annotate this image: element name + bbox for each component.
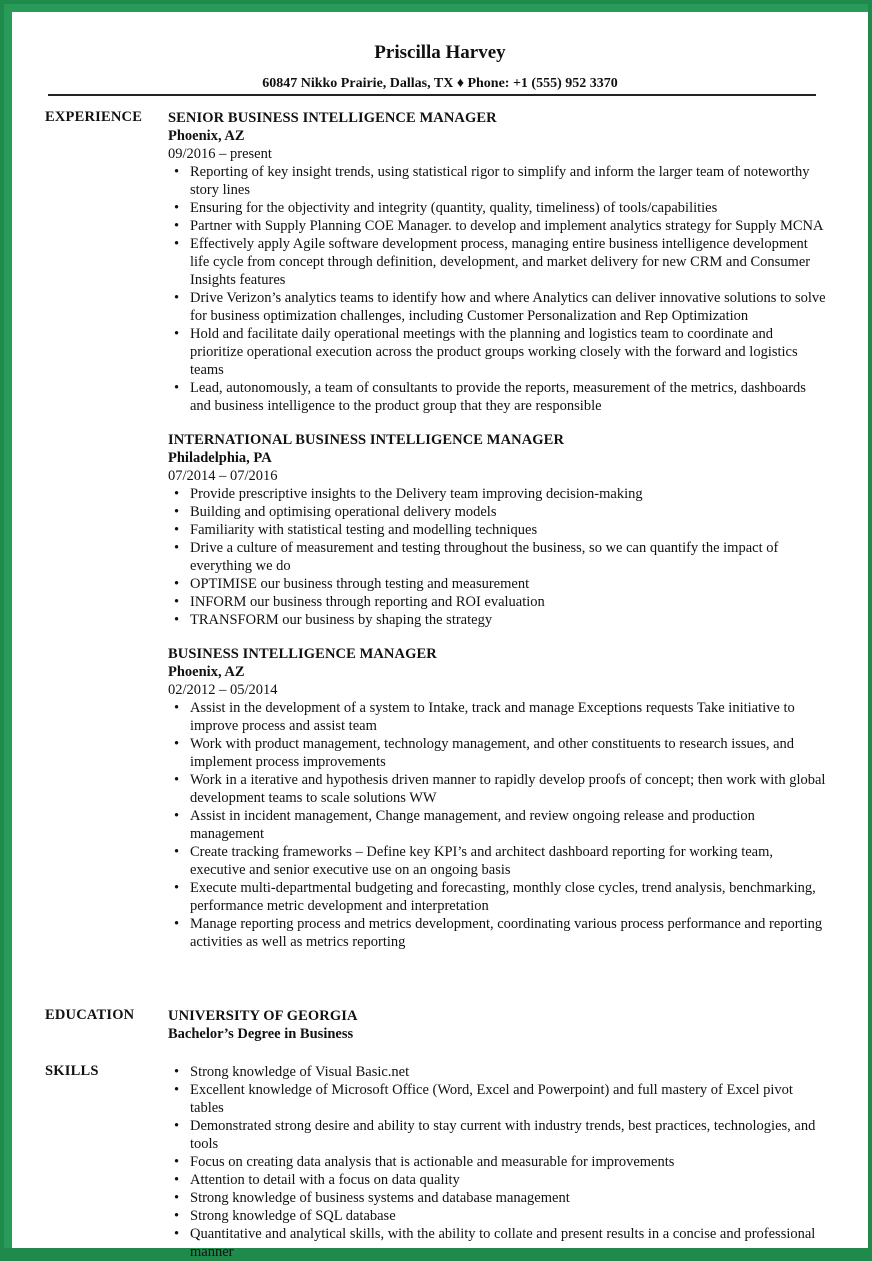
list-item: • Drive Verizon’s analytics teams to identify how and where Analytics can deliver innovative solutions to solve for business optimization challenges, including Customer Personalization and Rep Optimization (190, 289, 828, 325)
list-item: • Familiarity with statistical testing and modelling techniques (190, 521, 828, 539)
job-location: Philadelphia, PA (168, 450, 272, 466)
job-entry (168, 645, 828, 951)
page-frame (4, 4, 868, 1260)
job-dates: 09/2016 – present (168, 146, 272, 162)
list-item: • Reporting of key insight trends, using statistical rigor to simplify and inform the larger team of noteworthy story lines (190, 163, 828, 199)
list-item: • Excellent knowledge of Microsoft Office (Word, Excel and Powerpoint) and full mastery of Excel pivot tables (190, 1081, 828, 1117)
job-title: SENIOR BUSINESS INTELLIGENCE MANAGER (168, 110, 497, 126)
list-item: • Create tracking frameworks – Define key KPI’s and architect dashboard reporting for working team, executive and senior executive use on an ongoing basis (190, 843, 828, 879)
list-item: • Strong knowledge of SQL database (190, 1207, 828, 1225)
list-item: • Attention to detail with a focus on data quality (190, 1171, 828, 1189)
list-item: • Building and optimising operational delivery models (190, 503, 828, 521)
education-label: EDUCATION (45, 1007, 135, 1023)
job-bullets (168, 163, 828, 415)
skills-label: SKILLS (45, 1063, 99, 1079)
list-item: • Drive a culture of measurement and testing throughout the business, so we can quantify the impact of everything we do (190, 539, 828, 575)
skills-list (168, 1063, 828, 1261)
education-section (168, 1007, 828, 1043)
experience-label: EXPERIENCE (45, 109, 143, 125)
job-bullets (168, 699, 828, 951)
list-item: • Partner with Supply Planning COE Manager. to develop and implement analytics strategy for Supply MCNA (190, 217, 828, 235)
contact-line: 60847 Nikko Prairie, Dallas, TX ♦ Phone: +1 (555) 952 3370 (262, 76, 618, 91)
list-item: • Manage reporting process and metrics development, coordinating various process performance and reporting activities as well as metrics reporting (190, 915, 828, 951)
list-item: • OPTIMISE our business through testing and measurement (190, 575, 828, 593)
school-name: UNIVERSITY OF GEORGIA (168, 1008, 358, 1024)
job-location: Phoenix, AZ (168, 128, 245, 144)
list-item: • Quantitative and analytical skills, with the ability to collate and present results in a concise and professional manner (190, 1225, 828, 1261)
list-item: • Lead, autonomously, a team of consultants to provide the reports, measurement of the metrics, dashboards and business intelligence to the product group that they are responsible (190, 379, 828, 415)
list-item: • Assist in incident management, Change management, and review ongoing release and production management (190, 807, 828, 843)
job-title: BUSINESS INTELLIGENCE MANAGER (168, 646, 437, 662)
list-item: • Demonstrated strong desire and ability to stay current with industry trends, best practices, technologies, and tools (190, 1117, 828, 1153)
list-item: • Hold and facilitate daily operational meetings with the planning and logistics team to coordinate and prioritize operational execution across the product groups working closely with the forward and logistics teams (190, 325, 828, 379)
job-title: INTERNATIONAL BUSINESS INTELLIGENCE MANAGER (168, 432, 565, 448)
list-item: • Work in a iterative and hypothesis driven manner to rapidly develop proofs of concept; then work with global development teams to scale solutions WW (190, 771, 828, 807)
list-item: • Execute multi-departmental budgeting and forecasting, monthly close cycles, trend analysis, benchmarking, performance metric development and interpretation (190, 879, 828, 915)
job-entry (168, 431, 828, 629)
job-location: Phoenix, AZ (168, 664, 245, 680)
job-dates: 02/2012 – 05/2014 (168, 682, 278, 698)
job-dates: 07/2014 – 07/2016 (168, 468, 278, 484)
list-item: • Ensuring for the objectivity and integrity (quantity, quality, timeliness) of tools/capabilities (190, 199, 828, 217)
list-item: • Strong knowledge of Visual Basic.net (190, 1063, 828, 1081)
resume-page (12, 12, 868, 1260)
list-item: • Focus on creating data analysis that is actionable and measurable for improvements (190, 1153, 828, 1171)
list-item: • Assist in the development of a system to Intake, track and manage Exceptions requests Take initiative to improve process and assist team (190, 699, 828, 735)
degree: Bachelor’s Degree in Business (168, 1026, 354, 1042)
job-bullets (168, 485, 828, 629)
job-entry (168, 109, 828, 415)
skills-section (168, 1063, 828, 1261)
list-item: • Work with product management, technology management, and other constituents to research issues, and implement process improvements (190, 735, 828, 771)
list-item: • Strong knowledge of business systems and database management (190, 1189, 828, 1207)
header-divider (48, 94, 816, 96)
list-item: • Effectively apply Agile software development process, managing entire business intelligence development life cycle from concept through definition, development, and market delivery for new CRM and Consumer Insights features (190, 235, 828, 289)
candidate-name: Priscilla Harvey (374, 42, 506, 63)
experience-section (168, 109, 828, 967)
list-item: • TRANSFORM our business by shaping the strategy (190, 611, 828, 629)
list-item: • INFORM our business through reporting and ROI evaluation (190, 593, 828, 611)
list-item: • Provide prescriptive insights to the Delivery team improving decision-making (190, 485, 828, 503)
